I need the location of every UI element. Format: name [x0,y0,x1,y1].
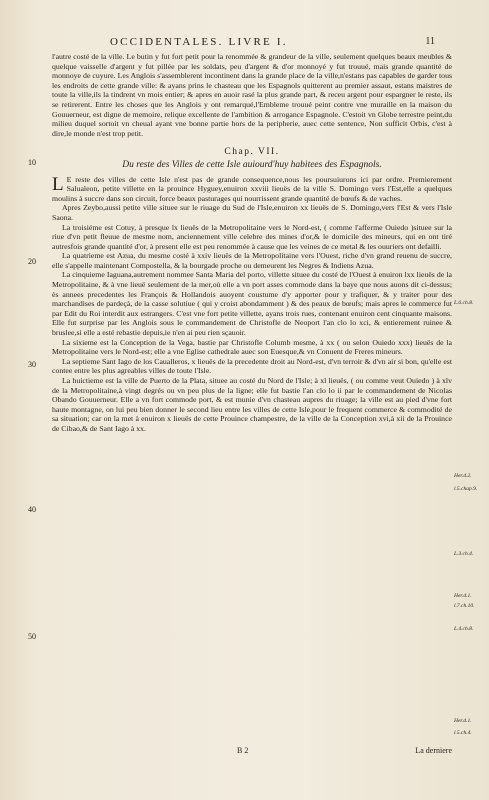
margin-note: L.3.ch.4. [454,551,474,557]
margin-note: L.6.ch.8. [454,300,474,306]
margin-note: Her.d.2. [454,473,472,479]
line-number: 30 [28,360,36,369]
paragraph-6: La sixieme est la Conception de la Vega, bastie par Christofle Columb mesme, à xx ( ou selon Ouiedo xxx) lieuës de la Metropolitaine vers le Nord-est; elle a vne Eglise cathedrale auec son Euesque,& vn Conuent de Freres mineurs. [52,337,452,357]
paragraph-4: La quatrieme est Azua, du mesme costé à xxiv lieuës de la Metropolitaine vers l'Ouest, riche d'vn grand reuenu de succre, elle s'appelle maintenant Compostella, & la bourgade proche ou demeurent les Negres & Indiens Azua. [52,251,452,270]
paragraph-7: La septieme Sant Iago de los Caualleros, x lieuës de la precedente droit au Nord-est, d'vn terroir & d'vn air si bon, qu'elle est contee entre les plus agreables villes de toute l'Isle. [52,356,452,376]
line-number: 40 [28,505,36,514]
margin-note: Her.d.1. [454,718,472,724]
margin-note: L.4.ch.8. [454,626,474,632]
paragraph-text: E reste des villes de cette Isle n'est pas de grande consequence,nous les poursuiurons ici par ordre. Premierement Salualeon, petite villette en la prouince Hyguey,enuiron xxviii lieuës de la ville S. Domingo vers l'Est,elle a quelques moulins à succre dans son circuit, force beaux pasturages qui nourrissent grande quantité de bœufs & de vaches. [52,174,452,203]
page-body [52,52,452,434]
paragraph-continued: l'autre costé de la ville. Le butin y fut fort petit pour la renommée & grandeur de la ville, seulement quelques beaux meubles & quelque vaisselle d'argent y fut pillée par les soldats, peu d'argent & d'or monnoyé y fut trouué, mais grande quantité de monnoye de cuyure. Les Anglois s'assemblerent incontinent dans la grande place de la ville,n'estans pas capables de garder tous les endroits de cette grande ville: & ayans prins le chasteau que les Espagnols quitterent au premier assaut, estans maistres de toute la ville,ils la tindrent vn mois entier; & apres en auoir rasé la plus grande part, & receu argent pour espargner le reste, ils se retirerent. Entre les choses que les Anglois y ont remarqué,l'Embleme trouué peint contre vne muraille en la maison du Gouuerneur, est digne de memoire, relique excellente de l'ambition & arrogance Espagnole. C'estoit vn Globe terrestre peint,du milieu duquel sortoit vn cheual ayant vne bonne partie hors de la peripherie, auec cette sentence, Non sufficit Orbis, c'est à dire,le monde n'est trop petit. [52,52,452,138]
paragraph-5: La cinquieme Iaguana,autrement nommee Santa Maria del porto, villette situee du costé de l'Ouest à enuiron lxx lieuës de la Metropolitaine, & à vne lieuë seulement de la mer,où elle a vn port asses commode dans la baye que nous auons dit ci-dessus; ès annees precedentes les François & Hollandois auoyent coustume d'y apporter pour y trafiquer, & y traiter pour des marchandises de pardeçà, de la casse solutiue ( qui y croist abondamment ) & des peaux de bœufs; mais apres le commerce fut par Edit du Roi interdit aux estrangers. C'est vne fort petite villette, ayans trois rues, contenant enuiron cent cinquante maisons. Elle fut surprise par les Anglois sous le commandement de Christofle de Neoport l'an clo lo xci, & entierement ruinee & bruslee,si elle a esté rebastie depuis,ie n'en ai peu rien sçauoir. [52,270,452,338]
chapter-subtitle: Du reste des Villes de cette Isle auiourd'huy habitees des Espagnols. [122,159,382,170]
margin-note: l.5.ch.4. [454,730,472,736]
page-footer [52,746,452,758]
signature-mark: B 2 [237,746,249,755]
paragraph-1 [52,175,452,204]
drop-cap: L [52,173,64,195]
line-number: 50 [28,632,36,641]
line-number: 20 [28,257,36,266]
line-number: 10 [28,158,36,167]
paragraph-8: La huictieme est la ville de Puerto de la Plata, situee au costé du Nord de l'Isle; à xl lieuës, ( ou comme veut Ouiedo ) à xlv de la Metropolitaine,à vingt degrés ou vn peu plus de la ligne; elle fut bastie l'an clo lo ii par le commandement de Nicolas Obando Gouuerneur. Elle a vn fort commode port, & est munie d'vn chasteau aupres du riuage; la ville est au pied d'vne fort haute montagne, on lui peu bien donner le second lieu entre les villes de cette Isle,pour le frequent commerce & commodité de sa situation; car on la met à enuiron x lieuës de cette Prouince champestre, de la ville de la Conception xvi,à xii de la Prouince de Cibao,& de Sant Iago à xx. [52,376,452,433]
paragraph-2: Apres Zeybo,aussi petite ville situee sur le riuage du Sud de l'Isle,enuiron xx lieuës de S. Domingo,vers l'Est & vers l'Isle Saona. [52,203,452,222]
chapter-heading: Chap. VII. [224,147,280,158]
margin-note: Her.d.1. [454,593,472,599]
margin-note: l.7.ch.10. [454,603,475,609]
page-number: 11 [425,36,435,47]
running-head: OCCIDENTALES. LIVRE I. [110,36,288,48]
page-header [80,36,435,50]
catchword: La derniere [415,746,452,755]
margin-note: l.5.chap.9. [454,486,478,492]
paragraph-3: La troisiéme est Cotuy, à presque lx lieuës de la Metropolitaine vers le Nord-est, ( comme l'afferme Ouiedo )situee sur la riue d'vn petit fleuue de mesme nom, anciennement ville celebre des mines d'or,& le domicile des mineurs, qui en ont tiré autresfois grande quantité d'or, à present elle est peu renommée à cause que les veines de ce metal & les ouuriers ont defailli. [52,222,452,251]
